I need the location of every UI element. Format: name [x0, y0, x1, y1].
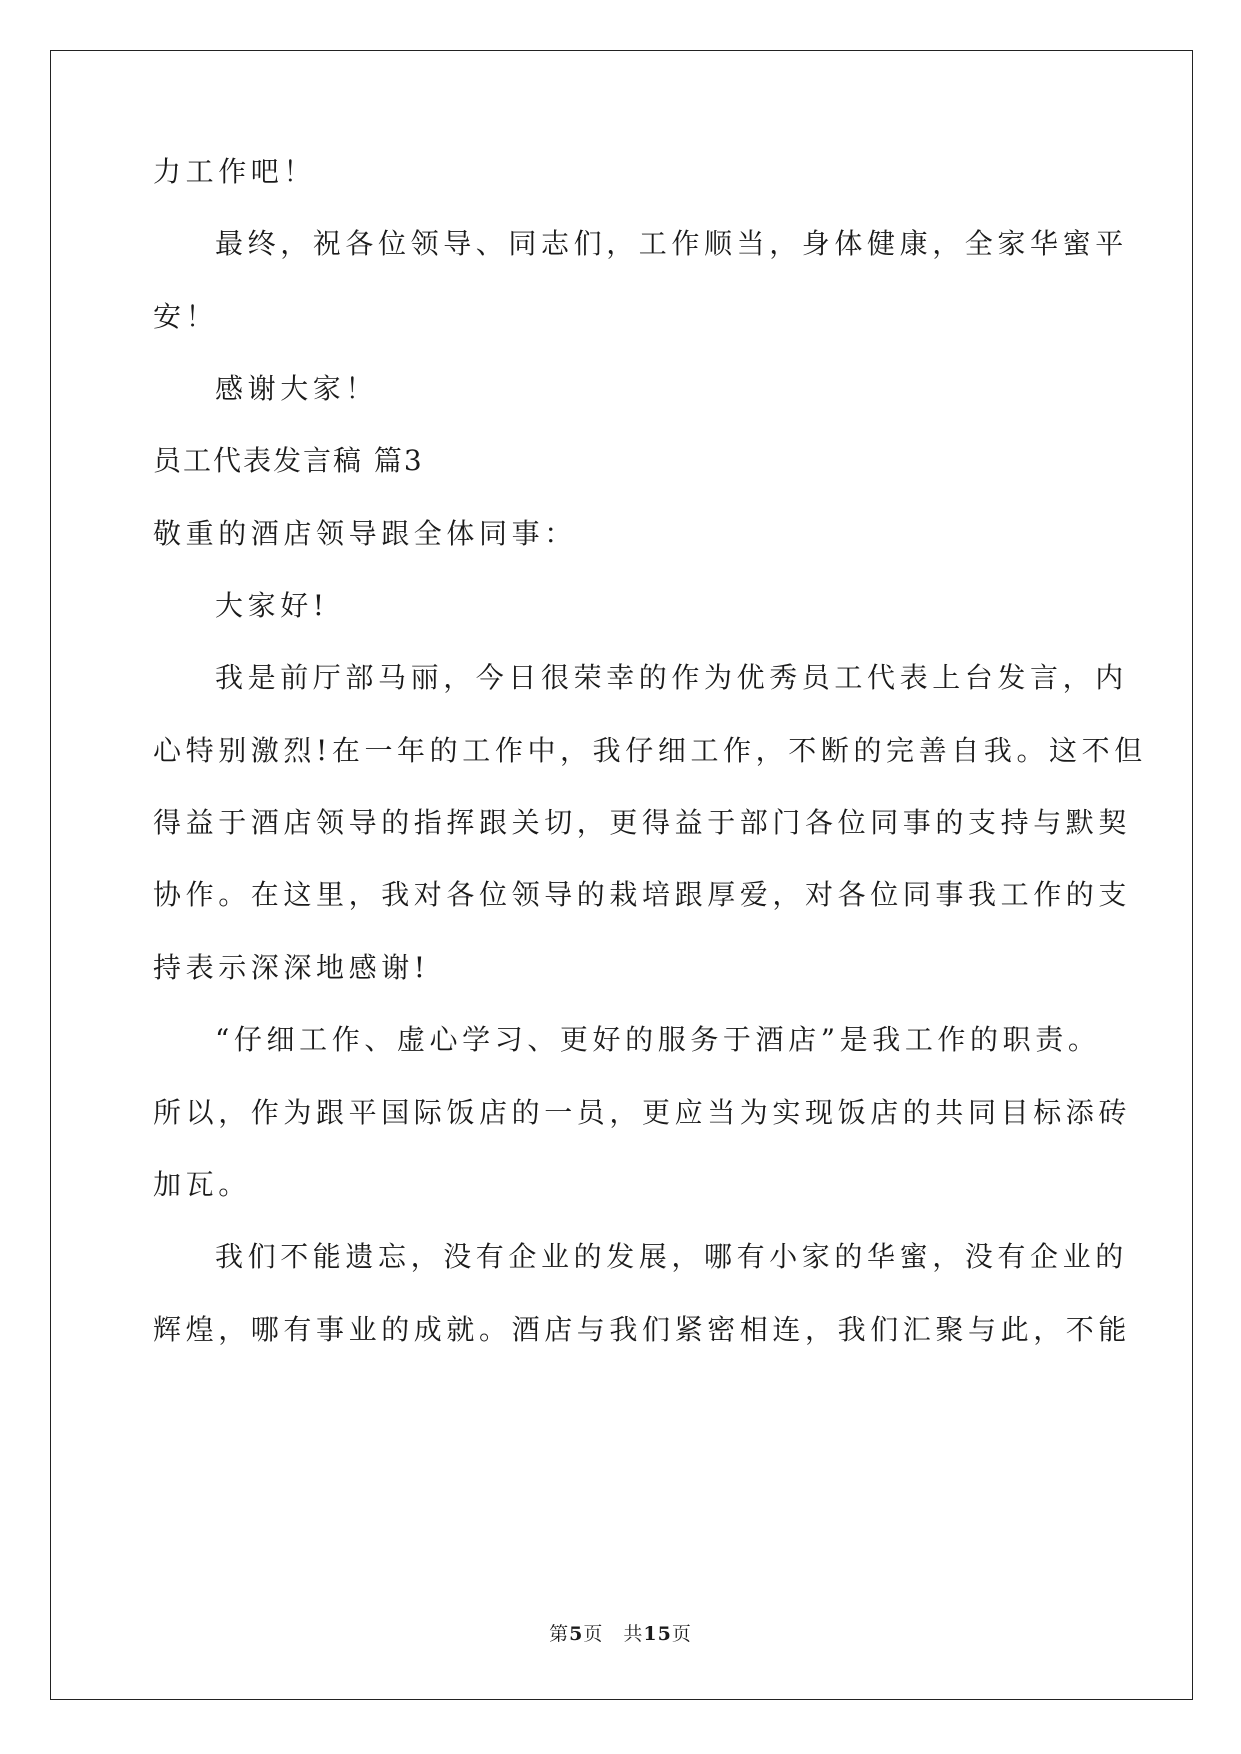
paragraph-line: 持表示深深地感谢!	[153, 951, 430, 984]
paragraph-line: 得益于酒店领导的指挥跟关切，更得益于部门各位同事的支持与默契	[153, 806, 1132, 839]
paragraph-line: 协作。在这里，我对各位领导的栽培跟厚爱，对各位同事我工作的支	[153, 878, 1132, 911]
paragraph-line: 所以，作为跟平国际饭店的一员，更应当为实现饭店的共同目标添砖	[153, 1096, 1132, 1129]
paragraph-line: 安！	[153, 300, 219, 333]
footer-prefix: 第	[549, 1623, 570, 1645]
page-number: 5	[569, 1623, 584, 1645]
salutation: 敬重的酒店领导跟全体同事：	[153, 517, 577, 550]
paragraph-line: 心特别激烈!在一年的工作中，我仔细工作，不断的完善自我。这不但	[153, 734, 1147, 767]
page-footer	[0, 1622, 1241, 1646]
paragraph-line: 加瓦。	[153, 1168, 251, 1201]
paragraph-line: “仔细工作、虚心学习、更好的服务于酒店”是我工作的职责。	[215, 1023, 1101, 1056]
paragraph-line: 最终，祝各位领导、同志们，工作顺当，身体健康，全家华蜜平	[215, 227, 1128, 260]
page-border	[50, 50, 1193, 1700]
paragraph-line: 力工作吧！	[153, 155, 317, 188]
paragraph-line: 辉煌，哪有事业的成就。酒店与我们紧密相连，我们汇聚与此，不能	[153, 1313, 1132, 1346]
footer-page-suffix: 页	[583, 1623, 604, 1645]
paragraph-line: 感谢大家！	[215, 372, 379, 405]
footer-total-prefix: 共	[623, 1623, 644, 1645]
section-heading: 员工代表发言稿 篇3	[153, 444, 424, 477]
total-pages: 15	[643, 1623, 672, 1645]
paragraph-line: 我是前厅部马丽，今日很荣幸的作为优秀员工代表上台发言，内	[215, 661, 1128, 694]
greeting: 大家好!	[215, 589, 329, 622]
footer-total-suffix: 页	[671, 1623, 692, 1645]
paragraph-line: 我们不能遗忘，没有企业的发展，哪有小家的华蜜，没有企业的	[215, 1240, 1128, 1273]
